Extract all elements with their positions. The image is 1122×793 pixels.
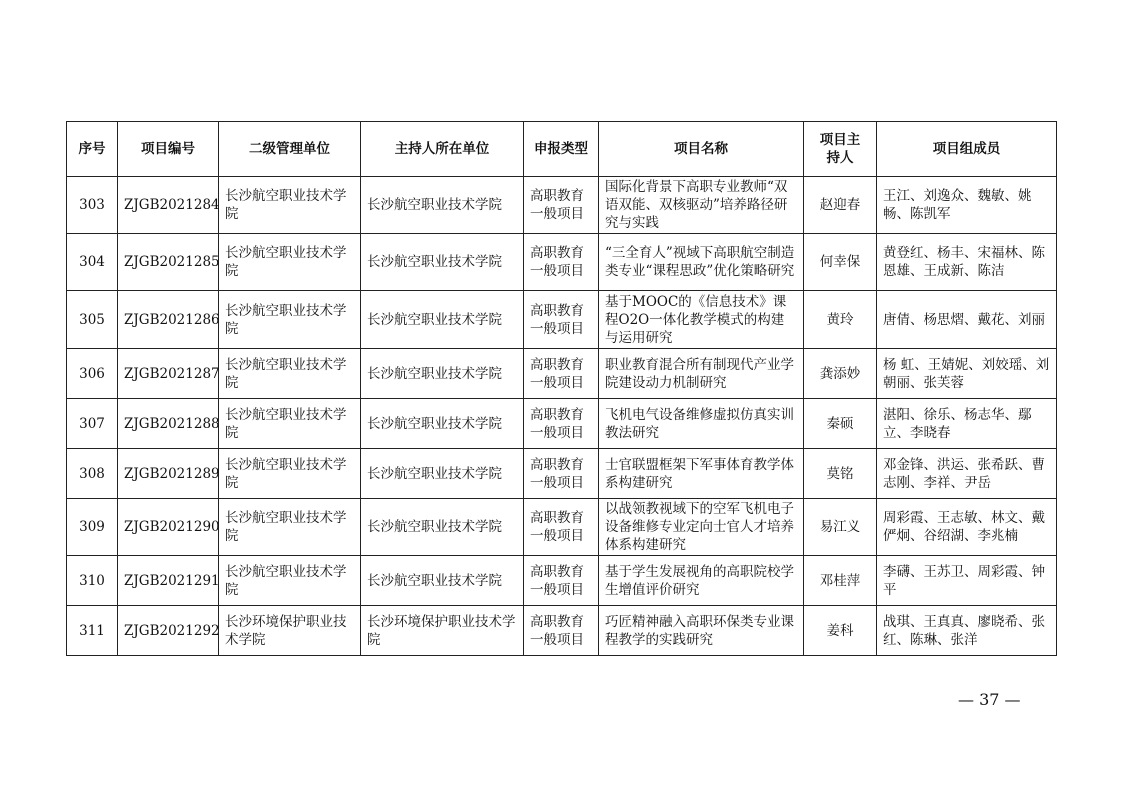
cell-host-unit: 长沙航空职业技术学院 — [361, 399, 524, 449]
cell-code: ZJGB2021288 — [118, 399, 219, 449]
cell-type: 高职教育一般项目 — [524, 556, 599, 606]
cell-code: ZJGB2021287 — [118, 349, 219, 399]
cell-unit: 长沙航空职业技术学院 — [219, 177, 361, 234]
cell-members: 周彩霞、王志敏、林文、戴俨炯、谷绍湖、李兆楠 — [877, 499, 1057, 556]
table-row — [67, 556, 1057, 606]
cell-host: 姜科 — [804, 606, 877, 656]
header-host: 项目主持人 — [804, 122, 877, 177]
cell-no: 306 — [67, 349, 118, 399]
header-type: 申报类型 — [524, 122, 599, 177]
cell-name: 士官联盟框架下军事体育教学体系构建研究 — [599, 449, 804, 499]
cell-code: ZJGB2021291 — [118, 556, 219, 606]
cell-host-unit: 长沙航空职业技术学院 — [361, 291, 524, 349]
cell-unit: 长沙航空职业技术学院 — [219, 499, 361, 556]
table-row — [67, 499, 1057, 556]
cell-type: 高职教育一般项目 — [524, 177, 599, 234]
cell-code: ZJGB2021286 — [118, 291, 219, 349]
cell-type: 高职教育一般项目 — [524, 399, 599, 449]
cell-unit: 长沙航空职业技术学院 — [219, 399, 361, 449]
header-host-unit: 主持人所在单位 — [361, 122, 524, 177]
cell-unit: 长沙航空职业技术学院 — [219, 291, 361, 349]
cell-type: 高职教育一般项目 — [524, 234, 599, 291]
cell-code: ZJGB2021292 — [118, 606, 219, 656]
cell-unit: 长沙航空职业技术学院 — [219, 449, 361, 499]
cell-no: 311 — [67, 606, 118, 656]
cell-host-unit: 长沙航空职业技术学院 — [361, 177, 524, 234]
cell-host: 黄玲 — [804, 291, 877, 349]
cell-name: 以战领教视域下的空军飞机电子设备维修专业定向士官人才培养体系构建研究 — [599, 499, 804, 556]
cell-type: 高职教育一般项目 — [524, 606, 599, 656]
table-row — [67, 606, 1057, 656]
cell-unit: 长沙航空职业技术学院 — [219, 349, 361, 399]
cell-host: 莫铭 — [804, 449, 877, 499]
table-row — [67, 291, 1057, 349]
cell-name: 巧匠精神融入高职环保类专业课程教学的实践研究 — [599, 606, 804, 656]
cell-unit: 长沙航空职业技术学院 — [219, 556, 361, 606]
cell-no: 309 — [67, 499, 118, 556]
cell-no: 305 — [67, 291, 118, 349]
cell-unit: 长沙航空职业技术学院 — [219, 234, 361, 291]
table-row — [67, 234, 1057, 291]
cell-members: 杨 虹、王婧妮、刘姣瑶、刘朝丽、张芙蓉 — [877, 349, 1057, 399]
cell-no: 307 — [67, 399, 118, 449]
table-row — [67, 399, 1057, 449]
header-code: 项目编号 — [118, 122, 219, 177]
table-row — [67, 449, 1057, 499]
cell-type: 高职教育一般项目 — [524, 449, 599, 499]
cell-members: 黄登红、杨丰、宋福林、陈恩雄、王成新、陈洁 — [877, 234, 1057, 291]
cell-host: 秦硕 — [804, 399, 877, 449]
header-no: 序号 — [67, 122, 118, 177]
cell-type: 高职教育一般项目 — [524, 499, 599, 556]
project-table — [66, 121, 1057, 656]
cell-members: 唐倩、杨思熠、戴花、刘丽 — [877, 291, 1057, 349]
page-number: — 37 — — [958, 690, 1021, 709]
table-header-row — [67, 122, 1057, 177]
cell-no: 310 — [67, 556, 118, 606]
cell-code: ZJGB2021284 — [118, 177, 219, 234]
cell-type: 高职教育一般项目 — [524, 291, 599, 349]
cell-no: 303 — [67, 177, 118, 234]
cell-host: 何幸保 — [804, 234, 877, 291]
cell-host: 邓桂萍 — [804, 556, 877, 606]
cell-host-unit: 长沙环境保护职业技术学院 — [361, 606, 524, 656]
cell-code: ZJGB2021285 — [118, 234, 219, 291]
table-row — [67, 349, 1057, 399]
cell-type: 高职教育一般项目 — [524, 349, 599, 399]
header-unit: 二级管理单位 — [219, 122, 361, 177]
header-members: 项目组成员 — [877, 122, 1057, 177]
table-row — [67, 177, 1057, 234]
cell-unit: 长沙环境保护职业技术学院 — [219, 606, 361, 656]
cell-members: 战琪、王真真、廖晓希、张红、陈琳、张洋 — [877, 606, 1057, 656]
cell-host-unit: 长沙航空职业技术学院 — [361, 499, 524, 556]
cell-members: 湛阳、徐乐、杨志华、鄢立、李晓春 — [877, 399, 1057, 449]
cell-members: 王江、刘逸众、魏敏、姚畅、陈凯军 — [877, 177, 1057, 234]
cell-host-unit: 长沙航空职业技术学院 — [361, 234, 524, 291]
cell-host-unit: 长沙航空职业技术学院 — [361, 349, 524, 399]
cell-code: ZJGB2021290 — [118, 499, 219, 556]
cell-name: 职业教育混合所有制现代产业学院建设动力机制研究 — [599, 349, 804, 399]
header-name: 项目名称 — [599, 122, 804, 177]
cell-code: ZJGB2021289 — [118, 449, 219, 499]
cell-name: 飞机电气设备维修虚拟仿真实训教法研究 — [599, 399, 804, 449]
cell-no: 308 — [67, 449, 118, 499]
cell-members: 李礴、王苏卫、周彩霞、钟平 — [877, 556, 1057, 606]
cell-host: 龚添妙 — [804, 349, 877, 399]
cell-name: 基于学生发展视角的高职院校学生增值评价研究 — [599, 556, 804, 606]
cell-members: 邓金锋、洪运、张希跃、曹志刚、李祥、尹岳 — [877, 449, 1057, 499]
cell-host: 赵迎春 — [804, 177, 877, 234]
cell-no: 304 — [67, 234, 118, 291]
cell-name: “三全育人”视域下高职航空制造类专业“课程思政”优化策略研究 — [599, 234, 804, 291]
cell-host-unit: 长沙航空职业技术学院 — [361, 556, 524, 606]
cell-name: 国际化背景下高职专业教师“双语双能、双核驱动”培养路径研究与实践 — [599, 177, 804, 234]
cell-host-unit: 长沙航空职业技术学院 — [361, 449, 524, 499]
cell-name: 基于MOOC的《信息技术》课程O2O一体化教学模式的构建与运用研究 — [599, 291, 804, 349]
cell-host: 易江义 — [804, 499, 877, 556]
